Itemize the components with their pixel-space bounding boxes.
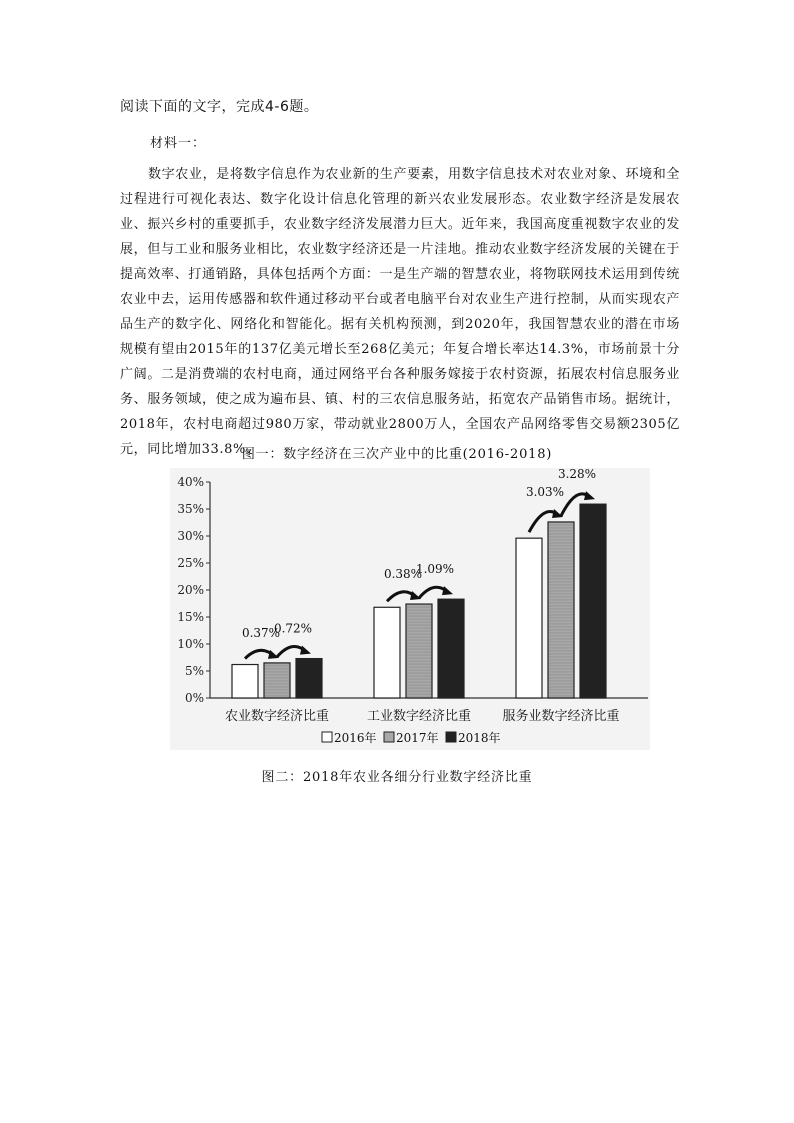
y-tick-label: 10%: [177, 637, 204, 651]
y-tick-label: 20%: [177, 583, 204, 597]
bar: [548, 522, 574, 698]
legend-swatch: [446, 732, 456, 742]
bar: [406, 604, 432, 698]
figure2-title: 图二：2018年农业各细分行业数字经济比重: [261, 770, 533, 785]
growth-arrowhead: [584, 491, 595, 500]
growth-label: 0.72%: [273, 621, 313, 636]
x-category-label: 工业数字经济比重: [366, 709, 472, 724]
material-paragraph: 数字农业，是将数字信息作为农业新的生产要素，用数字信息技术对农业对象、环境和全过程进行可视化表达、数字化设计信息化管理的新兴农业发展形态。农业数字经济是发展农业、振兴乡村的重要抓手，农业数字经济发展潜力巨大。近年来，我国高度重视数字农业的发展，但与工业和服务业相比，农业数字经济还是一片洼地。推动农业数字经济发展的关键在于提高效率、打通销路，具体包括两个方面：一是生产端的智慧农业，将物联网技术运用到传统农业中去，运用传感器和软件通过移动平台或者电脑平台对农业生产进行控制，从而实现农产品生产的数字化、网络化和智能化。据有关机构预测，到2020年，我国智慧农业的潜在市场规模有望由2015年的137亿美元增长至268亿美元；年复合增长率达14.3%，市场前景十分广阔。二是消费端的农村电商，通过网络平台各种服务嫁接于农村资源，拓展农村信息服务业务、服务领域，使之成为遍布县、镇、村的三农信息服务站，拓宽农产品销售市场。据统计，2018年，农村电商超过980万家，带动就业2800万人，全国农产品网络零售交易额2305亿元，同比增加33.8%。: [120, 167, 680, 457]
figure1-chart: [170, 468, 650, 750]
bar: [580, 504, 606, 698]
y-tick-label: 35%: [177, 502, 204, 516]
legend-swatch: [384, 732, 394, 742]
growth-label: 3.28%: [557, 468, 597, 482]
y-tick-label: 25%: [177, 556, 204, 570]
bar: [516, 538, 542, 698]
bar: [296, 659, 322, 698]
growth-label: 0.37%: [241, 625, 281, 640]
figure1-title: 图一：数字经济在三次产业中的比重(2016-2018): [241, 447, 553, 462]
y-tick-label: 30%: [177, 529, 204, 543]
bar: [438, 599, 464, 698]
material-label: 材料一：: [150, 136, 207, 151]
growth-label: 0.38%: [383, 567, 423, 582]
y-tick-label: 40%: [177, 475, 204, 489]
y-tick-label: 15%: [177, 610, 204, 624]
legend-swatch: [322, 732, 332, 742]
legend-label: 2018年: [458, 731, 501, 745]
y-tick-label: 5%: [184, 664, 204, 678]
bar-chart-svg: [170, 468, 650, 750]
bar: [374, 607, 400, 698]
y-tick-label: 0%: [184, 691, 204, 705]
x-category-label: 农业数字经济比重: [224, 709, 330, 724]
growth-label: 1.09%: [415, 562, 455, 577]
legend-label: 2017年: [396, 731, 439, 745]
question-intro: 阅读下面的文字，完成4-6题。: [120, 99, 319, 115]
growth-label: 3.03%: [525, 484, 565, 499]
x-category-label: 服务业数字经济比重: [502, 709, 620, 724]
legend-label: 2016年: [334, 731, 377, 745]
bar: [232, 665, 258, 698]
